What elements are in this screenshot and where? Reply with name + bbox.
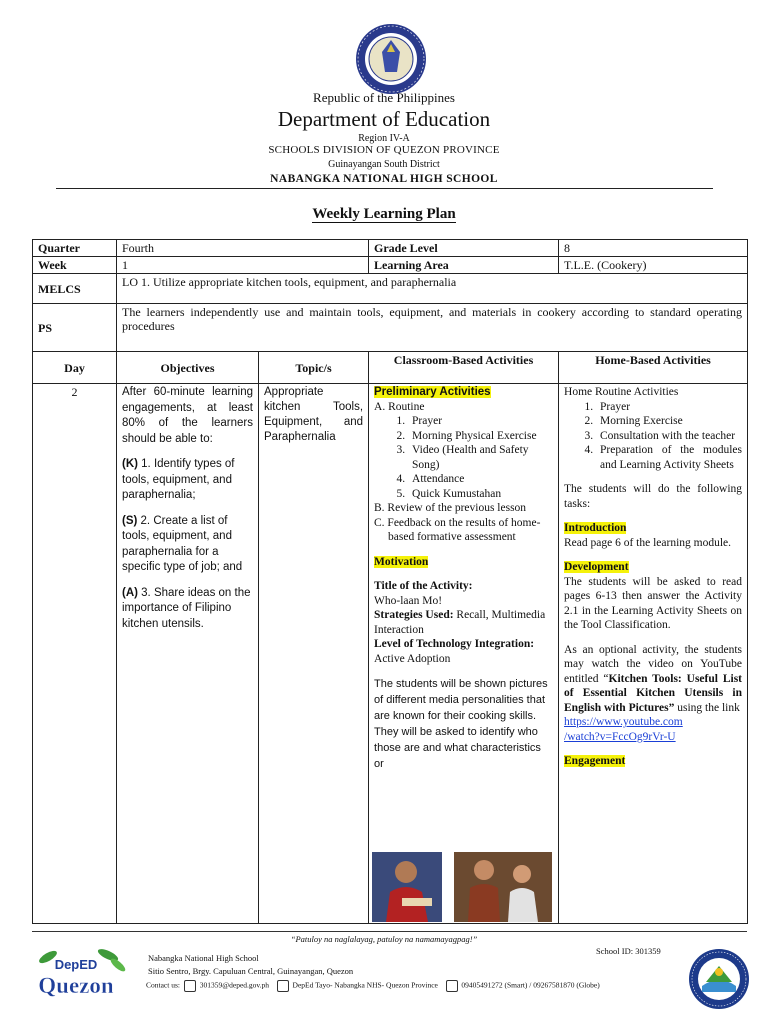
topic-cell: Appropriate kitchen Tools, Equipment, and Paraphernalia <box>259 384 369 924</box>
feedback-item: C. Feedback on the results of home-based formative assessment <box>374 516 541 543</box>
day-value: 2 <box>33 384 117 924</box>
region-line: Region IV-A <box>358 133 410 144</box>
list-item: 4. Attendance <box>408 472 553 487</box>
footer-facebook[interactable]: DepEd Tayo- Nabangka NHS- Quezon Province <box>292 980 438 990</box>
home-routine-list <box>596 400 742 473</box>
school-line: NABANGKA NATIONAL HIGH SCHOOL <box>270 173 498 185</box>
home-cell <box>559 384 748 924</box>
footer-contact: Contact us: 301359@deped.gov.ph DepEd Tayo- Nabangka NHS- Quezon Province 09405491272 (Smart) / 09267581870 (Globe) <box>146 980 616 992</box>
motivation-paragraph: The students will be shown pictures of different media personalities that are known for their cooking skills. They will be asked to identify who those are and what characteristics or <box>374 678 548 770</box>
header-divider <box>56 188 713 189</box>
grade-label: Grade Level <box>369 240 559 257</box>
plan-title: Weekly Learning Plan <box>312 206 456 222</box>
objective-a: (A) 3. Share ideas on the importance of Filipino kitchen utensils. <box>122 586 251 630</box>
melcs-value: LO 1. Utilize appropriate kitchen tools, equipment, and paraphernalia <box>117 274 748 304</box>
division-line: SCHOOLS DIVISION OF QUEZON PROVINCE <box>268 144 500 156</box>
week-row <box>33 257 748 274</box>
objective-s: (S) 2. Create a list of tools, equipment, and paraphernalia for a specific type of job; and <box>122 514 243 573</box>
topics-header: Topic/s <box>259 352 369 384</box>
list-item: 5. Quick Kumustahan <box>408 487 553 502</box>
footer-address: Sitio Sentro, Brgy. Capuluan Central, Guinayangan, Quezon <box>148 966 354 976</box>
activity-title-label: Title of the Activity: <box>374 580 473 592</box>
list-item: 1. Prayer <box>596 400 742 415</box>
day-2-row <box>33 384 748 924</box>
weekly-plan-table <box>32 239 748 924</box>
ps-label: PS <box>33 304 117 352</box>
school-id: School ID: 301359 <box>596 946 661 956</box>
department-title: Department of Education <box>277 107 491 131</box>
objectives-header: Objectives <box>117 352 259 384</box>
objectives-intro: After 60-minute learning engagements, at least 80% of the learners should be able to: <box>122 386 253 445</box>
footer-email[interactable]: 301359@deped.gov.ph <box>199 980 270 990</box>
motivation-heading: Motivation <box>374 555 429 568</box>
objective-k: (K) 1. Identify types of tools, equipment, and paraphernalia; <box>122 458 235 501</box>
republic-line: Republic of the Philippines <box>313 90 455 105</box>
introduction-heading: Introduction <box>564 522 627 534</box>
email-icon <box>184 980 196 992</box>
review-item: B. Review of the previous lesson <box>374 502 527 514</box>
week-label: Week <box>33 257 117 274</box>
list-item: 1. Prayer <box>408 414 553 429</box>
school-seal-icon <box>688 948 750 1010</box>
melcs-row <box>33 274 748 304</box>
routine-heading: A. Routine <box>374 400 425 413</box>
melcs-label: MELCS <box>33 274 117 304</box>
engagement-heading: Engagement <box>564 755 626 767</box>
week-value: 1 <box>117 257 369 274</box>
development-heading: Development <box>564 561 629 573</box>
area-value: T.L.E. (Cookery) <box>559 257 748 274</box>
home-header: Home-Based Activities <box>559 352 748 384</box>
list-item: 3. Consultation with the teacher <box>596 429 742 444</box>
list-item: 4. Preparation of the modules and Learning Activity Sheets <box>596 443 742 472</box>
ps-row <box>33 304 748 352</box>
preliminary-heading: Preliminary Activities <box>374 386 491 398</box>
video-link[interactable]: https://www.youtube.com /watch?v=FccOg9rVr-U <box>564 716 683 743</box>
school-motto: “Patuloy na naglalayag, patuloy na namamayagpag!” <box>290 934 478 944</box>
column-header-row <box>33 352 748 384</box>
footer-phones: 09405491272 (Smart) / 09267581870 (Globe) <box>461 980 600 990</box>
day-header: Day <box>33 352 117 384</box>
quarter-label: Quarter <box>33 240 117 257</box>
phone-icon <box>446 980 458 992</box>
facebook-icon <box>277 980 289 992</box>
classroom-cell <box>369 384 559 924</box>
optional-activity: As an optional activity, the students may watch the video on YouTube entitled “Kitchen Tools: Useful List of Essential Kitchen Utensils in English with Pictures” using the link <box>564 643 743 714</box>
footer-school-name: Nabangka National High School <box>148 953 259 963</box>
home-routine-title: Home Routine Activities <box>564 386 679 398</box>
technology-line: Level of Technology Integration: Active Adoption <box>374 638 535 665</box>
introduction-text: Read page 6 of the learning module. <box>564 536 732 549</box>
logo-deped-text: DepED <box>54 957 98 972</box>
routine-list <box>408 414 553 501</box>
list-item: 2. Morning Physical Exercise <box>408 429 553 444</box>
deped-seal-icon <box>354 22 428 96</box>
objectives-cell <box>117 384 259 924</box>
deped-quezon-logo <box>22 945 130 1001</box>
strategies-line: Strategies Used: Recall, Multimedia Interaction <box>374 609 546 636</box>
footer-divider <box>32 931 747 932</box>
area-label: Learning Area <box>369 257 559 274</box>
activity-title-value: Who-laan Mo! <box>374 594 443 607</box>
logo-quezon-text: Quezon <box>38 973 114 998</box>
grade-value: 8 <box>559 240 748 257</box>
district-line: Guinayangan South District <box>328 159 440 170</box>
classroom-header: Classroom-Based Activities <box>369 352 559 384</box>
list-item: 3. Video (Health and Safety Song) <box>408 443 553 472</box>
quarter-row <box>33 240 748 257</box>
chef-photo <box>372 852 552 922</box>
quarter-value: Fourth <box>117 240 369 257</box>
tasks-line: The students will do the following tasks: <box>564 483 743 510</box>
development-text: The students will be asked to read pages 6-13 then answer the Activity 2.1 in the Learning Activity Sheets on the Tool Classification. <box>564 575 743 631</box>
ps-value: The learners independently use and maintain tools, equipment, and materials in cookery according to standard operating procedures <box>117 304 748 352</box>
list-item: 2. Morning Exercise <box>596 414 742 429</box>
